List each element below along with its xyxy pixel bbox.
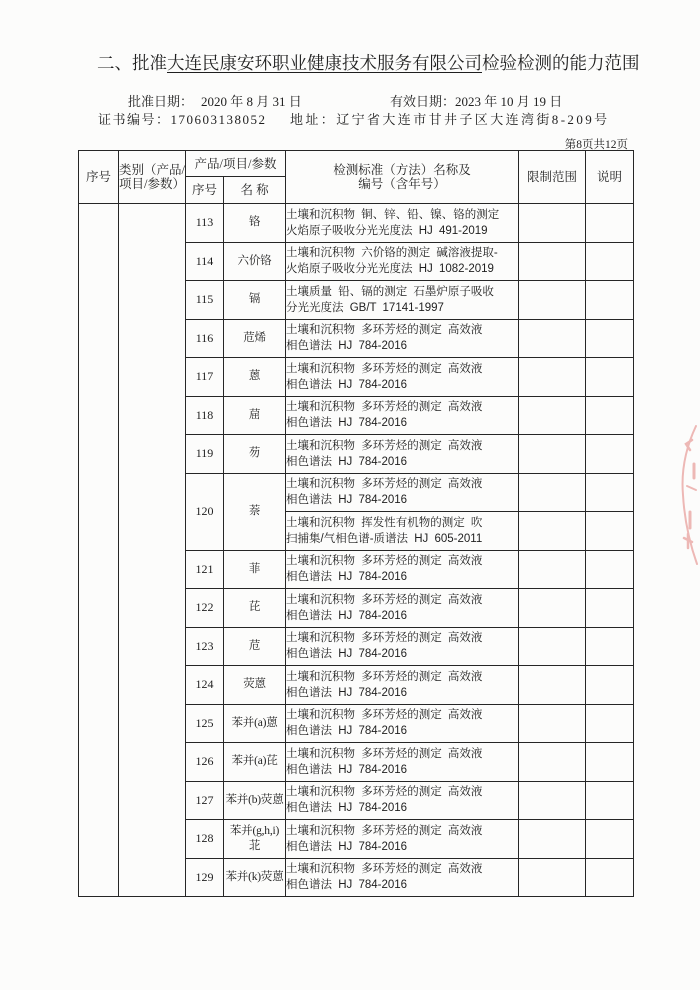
note-cell (586, 358, 634, 397)
item-number: 122 (186, 589, 224, 628)
item-number: 127 (186, 781, 224, 820)
limit-range-cell (519, 319, 586, 358)
limit-range-cell (519, 627, 586, 666)
test-standard (286, 358, 519, 397)
item-number: 126 (186, 743, 224, 782)
limit-range-cell (519, 743, 586, 782)
test-standard-line: 土壤和沉积物 多环芳烃的测定 高效液 (286, 555, 483, 568)
seal-fragment (672, 420, 700, 570)
header-name: 名 称 (224, 177, 286, 204)
test-standard-line: 土壤和沉积物 多环芳烃的测定 高效液 (286, 593, 483, 606)
test-standard-line: 相色谱法 HJ 784-2016 (286, 802, 408, 815)
test-standard (286, 473, 519, 512)
merged-category-cell (119, 204, 186, 897)
test-standard-line: 火焰原子吸收分光光度法 HJ 1082-2019 (286, 263, 494, 276)
test-standard-line: 相色谱法 HJ 784-2016 (286, 763, 408, 776)
company-name: 大连民康安环职业健康技术服务有限公司 (167, 54, 482, 74)
test-standard-line: 土壤和沉积物 多环芳烃的测定 高效液 (286, 401, 483, 414)
test-standard-line: 土壤和沉积物 六价铬的测定 碱溶液提取- (286, 247, 498, 260)
item-name-line: 铬 (248, 216, 261, 229)
item-name-line: 芴 (248, 447, 261, 460)
approval-date: 2020 年 8 月 31 日 (201, 94, 302, 109)
test-standard (286, 743, 519, 782)
test-standard (286, 781, 519, 820)
approval-date-line (128, 91, 302, 110)
note-cell (586, 820, 634, 859)
header-category: 类别（产品/项目/参数） (119, 151, 186, 204)
test-standard (286, 281, 519, 320)
limit-range-cell (519, 781, 586, 820)
item-name (224, 358, 286, 397)
item-name (224, 743, 286, 782)
test-standard-line: 土壤质量 铅、镉的测定 石墨炉原子吸收 (286, 285, 494, 298)
item-number: 129 (186, 858, 224, 897)
test-standard (286, 435, 519, 474)
item-name (224, 396, 286, 435)
test-standard (286, 858, 519, 897)
table-header (79, 151, 634, 204)
note-cell (586, 550, 634, 589)
header-note: 说明 (586, 151, 634, 204)
note-cell (586, 743, 634, 782)
limit-range-cell (519, 204, 586, 243)
item-number: 125 (186, 704, 224, 743)
item-name (224, 281, 286, 320)
test-standard-line: 土壤和沉积物 多环芳烃的测定 高效液 (286, 670, 483, 683)
header-seq: 序号 (79, 151, 119, 204)
header-standard (286, 151, 519, 204)
header-product-group: 产品/项目/参数 (186, 151, 286, 177)
test-standard-line: 相色谱法 HJ 784-2016 (286, 686, 408, 699)
header-limit: 限制范围 (519, 151, 586, 204)
item-number: 113 (186, 204, 224, 243)
item-name-line: 六价铬 (237, 254, 272, 267)
test-standard (286, 704, 519, 743)
item-name-line: 苯并(k)荧蒽 (225, 870, 284, 883)
item-number: 123 (186, 627, 224, 666)
limit-range-cell (519, 550, 586, 589)
item-number: 118 (186, 396, 224, 435)
test-standard (286, 589, 519, 628)
valid-date-label: 有效日期： (390, 94, 456, 109)
test-standard-line: 土壤和沉积物 多环芳烃的测定 高效液 (286, 863, 483, 876)
item-name-line: 䓛 (248, 408, 261, 421)
title-suffix: 检验检测的能力范围 (482, 54, 640, 74)
test-standard-line: 土壤和沉积物 多环芳烃的测定 高效液 (286, 362, 483, 375)
test-standard-line: 火焰原子吸收分光光度法 HJ 491-2019 (286, 224, 488, 237)
test-standard-line: 土壤和沉积物 多环芳烃的测定 高效液 (286, 478, 483, 491)
item-number: 115 (186, 281, 224, 320)
test-standard-line: 相色谱法 HJ 784-2016 (286, 455, 408, 468)
item-name (224, 858, 286, 897)
capability-table (78, 150, 634, 897)
limit-range-cell (519, 242, 586, 281)
note-cell (586, 627, 634, 666)
item-number: 116 (186, 319, 224, 358)
test-standard-line: 土壤和沉积物 铜、锌、铅、镍、铬的测定 (286, 208, 500, 221)
certificate-number-label: 证书编号： (98, 112, 171, 127)
test-standard (286, 396, 519, 435)
test-standard-line: 相色谱法 HJ 784-2016 (286, 494, 408, 507)
test-standard-line: 土壤和沉积物 多环芳烃的测定 高效液 (286, 747, 483, 760)
valid-date-line (390, 91, 562, 110)
test-standard-line: 相色谱法 HJ 784-2016 (286, 840, 408, 853)
note-cell (586, 858, 634, 897)
item-name (224, 666, 286, 705)
test-standard-line: 相色谱法 HJ 784-2016 (286, 879, 408, 892)
item-name-line: 芘 (248, 601, 261, 614)
certificate-number-line (98, 109, 267, 128)
test-standard-line: 相色谱法 HJ 784-2016 (286, 648, 408, 661)
item-number: 120 (186, 473, 224, 550)
test-standard-line: 土壤和沉积物 多环芳烃的测定 高效液 (286, 786, 483, 799)
note-cell (586, 319, 634, 358)
test-standard-line: 相色谱法 HJ 784-2016 (286, 725, 408, 738)
item-name (224, 242, 286, 281)
merged-seq-cell (79, 204, 119, 897)
valid-date: 2023 年 10 月 19 日 (455, 94, 563, 109)
item-name (224, 435, 286, 474)
note-cell (586, 473, 634, 512)
item-number: 121 (186, 550, 224, 589)
limit-range-cell (519, 704, 586, 743)
note-cell (586, 204, 634, 243)
note-cell (586, 589, 634, 628)
test-standard-line: 分光光度法 GB/T 17141-1997 (286, 301, 444, 314)
item-name-line: 萘 (248, 505, 261, 517)
test-standard-line: 相色谱法 HJ 784-2016 (286, 571, 408, 584)
limit-range-cell (519, 666, 586, 705)
approval-date-label: 批准日期： (128, 94, 194, 109)
test-standard (286, 627, 519, 666)
item-number: 128 (186, 820, 224, 859)
item-name (224, 627, 286, 666)
address-line (290, 109, 610, 128)
item-name (224, 204, 286, 243)
test-standard (286, 204, 519, 243)
limit-range-cell (519, 281, 586, 320)
item-name-line: 菲 (248, 562, 261, 575)
item-name-line: 镉 (248, 293, 261, 306)
limit-range-cell (519, 820, 586, 859)
test-standard-line: 相色谱法 HJ 784-2016 (286, 340, 408, 353)
test-standard-line: 土壤和沉积物 挥发性有机物的测定 吹 (286, 516, 483, 529)
item-name-line: 苯并(b)荧蒽 (225, 793, 284, 806)
test-standard-line: 土壤和沉积物 多环芳烃的测定 高效液 (286, 824, 483, 837)
page-number: 第8页共12页 (564, 139, 628, 151)
test-standard (286, 319, 519, 358)
address-label: 地址： (290, 112, 337, 127)
test-standard (286, 242, 519, 281)
limit-range-cell (519, 358, 586, 397)
test-standard-line: 土壤和沉积物 多环芳烃的测定 高效液 (286, 709, 483, 722)
note-cell (586, 704, 634, 743)
item-name-line: 蒽 (248, 370, 261, 383)
item-name (224, 473, 286, 550)
item-name (224, 781, 286, 820)
item-name (224, 319, 286, 358)
limit-range-cell (519, 396, 586, 435)
page-title (97, 50, 640, 75)
test-standard-line: 土壤和沉积物 多环芳烃的测定 高效液 (286, 632, 483, 645)
table-body (79, 204, 634, 897)
limit-range-cell (519, 858, 586, 897)
item-name (224, 704, 286, 743)
test-standard (286, 550, 519, 589)
header-row (79, 151, 634, 177)
limit-range-cell (519, 473, 586, 512)
test-standard-line: 土壤和沉积物 多环芳烃的测定 高效液 (286, 324, 483, 337)
item-number: 119 (186, 435, 224, 474)
item-name-line: 荧蒽 (243, 678, 266, 691)
item-name (224, 589, 286, 628)
test-standard (286, 820, 519, 859)
test-standard-line: 相色谱法 HJ 784-2016 (286, 417, 408, 430)
note-cell (586, 666, 634, 705)
header-standard-text: 检测标准（方法）名称及编号（含年号） (333, 163, 471, 191)
title-prefix: 二、批准 (97, 54, 167, 74)
item-name-line: 苯并(a)蒽 (231, 716, 278, 729)
header-sub-seq: 序号 (186, 177, 224, 204)
item-name (224, 820, 286, 859)
test-standard-line: 相色谱法 HJ 784-2016 (286, 378, 408, 391)
item-number: 124 (186, 666, 224, 705)
limit-range-cell (519, 512, 586, 551)
item-name-line: 苊 (248, 639, 261, 652)
item-name-line: 苊烯 (243, 331, 266, 344)
item-name (224, 550, 286, 589)
test-standard-line: 相色谱法 HJ 784-2016 (286, 609, 408, 622)
item-number: 114 (186, 242, 224, 281)
note-cell (586, 396, 634, 435)
limit-range-cell (519, 435, 586, 474)
note-cell (586, 435, 634, 474)
item-name-line: 苯并(a)芘 (231, 755, 278, 768)
item-number: 117 (186, 358, 224, 397)
test-standard-line: 土壤和沉积物 多环芳烃的测定 高效液 (286, 439, 483, 452)
address: 辽宁省大连市甘井子区大连湾街8-209号 (336, 112, 610, 127)
note-cell (586, 512, 634, 551)
item-name-line: 苯并(g,h,i) (229, 824, 280, 837)
certificate-number: 170603138052 (170, 112, 267, 127)
test-standard (286, 512, 519, 551)
note-cell (586, 281, 634, 320)
test-standard-line: 扫捕集/气相色谱-质谱法 HJ 605-2011 (286, 532, 483, 545)
note-cell (586, 781, 634, 820)
table-row (79, 204, 634, 243)
note-cell (586, 242, 634, 281)
item-name-line: 苝 (248, 839, 261, 852)
test-standard (286, 666, 519, 705)
limit-range-cell (519, 589, 586, 628)
